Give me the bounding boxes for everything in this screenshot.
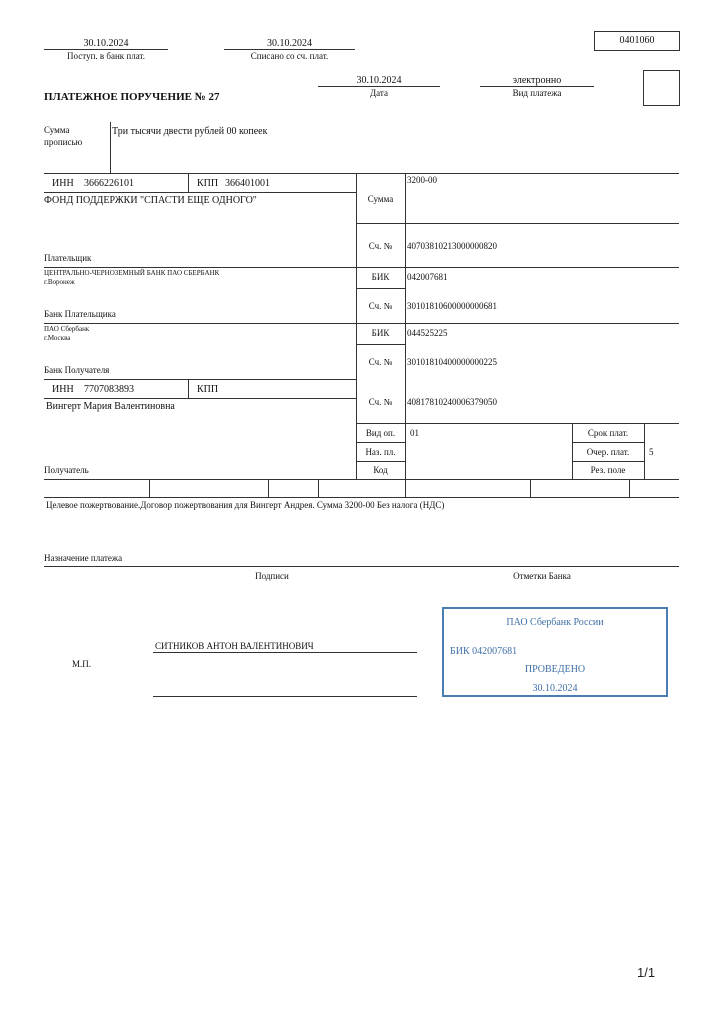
stamp-date: 30.10.2024 (532, 683, 578, 694)
payer-account-label: Сч. № (368, 241, 393, 251)
payer-inn-label: ИНН (52, 178, 74, 189)
purpose-text: Целевое пожертвование.Договор пожертвования для Вингерт Андрея. Сумма 3200-00 Без налога (НДС) (46, 500, 445, 510)
queue: 5 (649, 447, 654, 457)
payee-bank-name: ПАО Сбербанк (44, 325, 90, 333)
payer-account: 40703810213000000820 (407, 241, 497, 251)
payment-type: электронно (512, 75, 562, 86)
stamp-bik: БИК 042007681 (450, 646, 518, 657)
payee-account-label: Сч. № (368, 397, 393, 407)
payer-amount: 3200-00 (407, 175, 437, 185)
payer-bank-account-label: Сч. № (368, 301, 393, 311)
signature-line-2 (153, 696, 417, 697)
payment-type-label: Вид платежа (512, 88, 562, 98)
payee-bank-account: 30101810400000000225 (407, 357, 497, 367)
empty-status-box (643, 70, 680, 106)
payer-kpp: 366401001 (225, 178, 270, 189)
payee-inn: 7707083893 (84, 384, 134, 395)
payer-bank-name: ЦЕНТРАЛЬНО-ЧЕРНОЗЕМНЫЙ БАНК ПАО СБЕРБАНК (44, 269, 220, 277)
page-number: 1/1 (637, 965, 656, 980)
signatures-label: Подписи (255, 571, 289, 581)
payee-inn-label: ИНН (52, 384, 74, 395)
stamp-place-label: М.П. (72, 659, 92, 669)
payer-bank-city: г.Воронеж (44, 278, 75, 286)
payer-name: ФОНД ПОДДЕРЖКИ "СПАСТИ ЕЩЕ ОДНОГО" (44, 195, 257, 206)
amount-words-label: Сумма прописью (44, 125, 83, 147)
signer-name: СИТНИКОВ АНТОН ВАЛЕНТИНОВИЧ (155, 641, 314, 651)
payer-amount-label: Сумма (367, 194, 394, 204)
payer-inn: 3666226101 (84, 178, 134, 189)
signature-line-1 (153, 652, 417, 653)
payer-kpp-label: КПП (197, 178, 219, 189)
payee-bank-bik: 044525225 (407, 328, 448, 338)
payer-bank-label: Банк Плательщика (44, 309, 116, 319)
reserve-label: Рез. поле (590, 465, 626, 475)
stamp-bank-name: ПАО Сбербанк России (506, 617, 604, 628)
payer-bank-account: 30101810600000000681 (407, 301, 497, 311)
payee-bank-city: г.Москва (44, 334, 71, 342)
bank-stamp (442, 607, 668, 697)
amount-words-value: Три тысячи двести рублей 00 копеек (112, 126, 268, 137)
bank-marks-label: Отметки Банка (513, 571, 571, 581)
debited-label: Списано со сч. плат. (250, 51, 329, 61)
payee-name: Вингерт Мария Валентиновна (46, 401, 175, 412)
code-label: Код (373, 465, 388, 475)
payee-account: 40817810240006379050 (407, 397, 497, 407)
payer-label: Плательщик (44, 253, 92, 263)
document-date-label: Дата (370, 88, 388, 98)
debited-date: 30.10.2024 (267, 38, 312, 49)
payee-bank-bik-label: БИК (371, 328, 390, 338)
payee-bank-label: Банк Получателя (44, 365, 110, 375)
purpose-code-label: Наз. пл. (365, 447, 396, 457)
document-date: 30.10.2024 (356, 75, 402, 86)
payer-bank-bik: 042007681 (407, 272, 448, 282)
op-type-label: Вид оп. (365, 428, 396, 438)
payee-kpp-label: КПП (197, 384, 219, 395)
received-label: Поступ. в банк плат. (67, 51, 145, 61)
received-date: 30.10.2024 (83, 38, 129, 49)
document-title: ПЛАТЕЖНОЕ ПОРУЧЕНИЕ № 27 (44, 91, 220, 103)
stamp-status: ПРОВЕДЕНО (524, 664, 586, 675)
form-code: 0401060 (619, 35, 655, 46)
payer-bank-bik-label: БИК (371, 272, 390, 282)
queue-label: Очер. плат. (586, 447, 630, 457)
purpose-label: Назначение платежа (44, 553, 123, 563)
payee-bank-account-label: Сч. № (368, 357, 393, 367)
term-label: Срок плат. (587, 428, 629, 438)
payee-label: Получатель (44, 465, 89, 475)
op-type: 01 (410, 428, 419, 438)
